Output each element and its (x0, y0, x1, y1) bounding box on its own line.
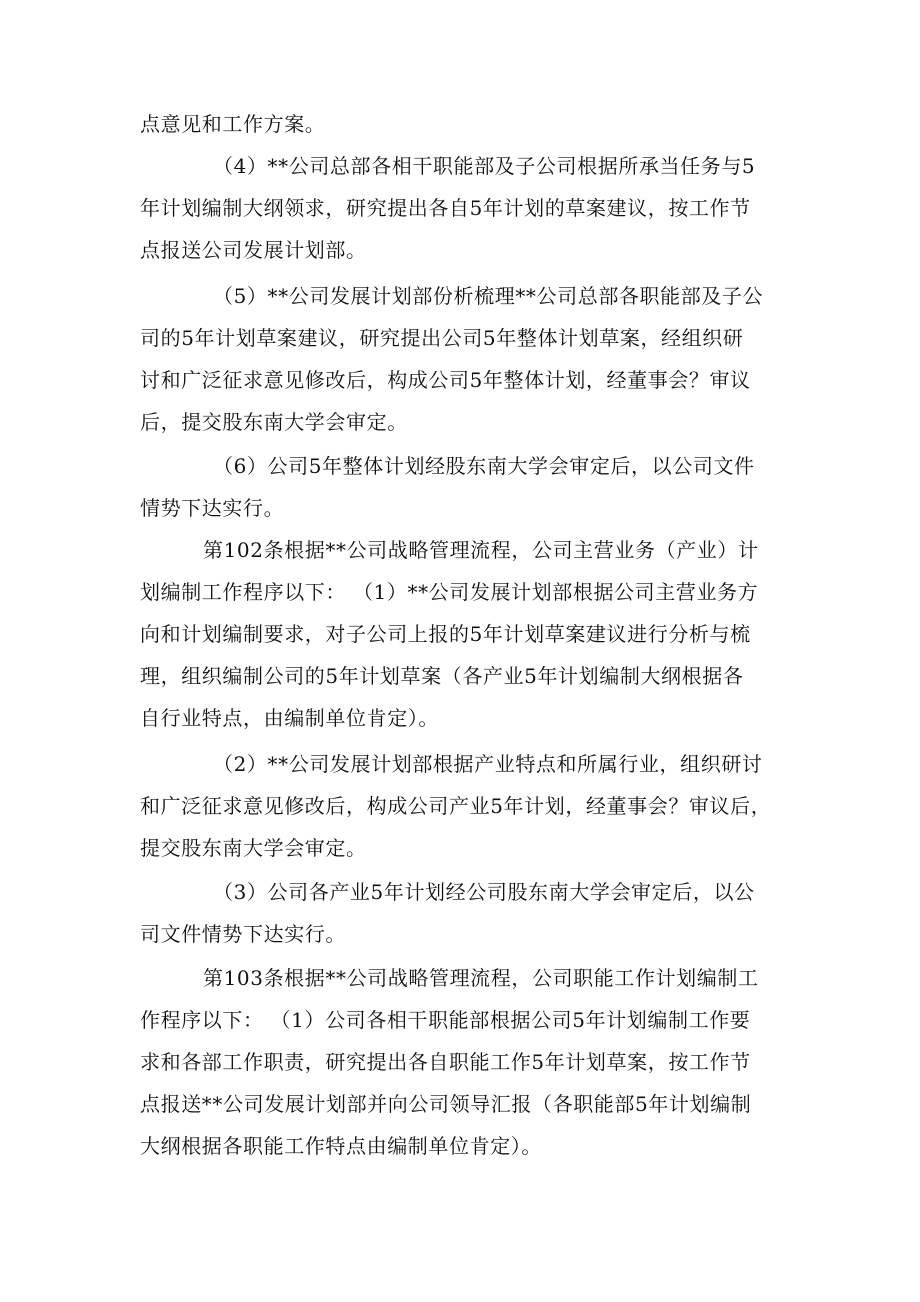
text-line: （6）公司5年整体计划经股东南大学会审定后，以公司文件 (213, 454, 755, 478)
text-line: 后，提交股东南大学会审定。 (140, 410, 408, 434)
text-line: 和广泛征求意见修改后，构成公司产业5年计划，经董事会？审议后， (140, 794, 772, 818)
text-line: 第103条根据**公司战略管理流程，公司职能工作计划编制工 (203, 966, 759, 990)
text-line: 情势下达实行。 (140, 496, 285, 520)
text-line: 点报送**公司发展计划部并向公司领导汇报（各职能部5年计划编制 (140, 1092, 752, 1116)
text-line: 讨和广泛征求意见修改后，构成公司5年整体计划，经董事会？审议 (140, 368, 751, 392)
text-line: （5）**公司发展计划部份析梳理**公司总部各职能部及子公 (213, 284, 764, 308)
text-line: 划编制工作程序以下： （1）**公司发展计划部根据公司主营业务方 (140, 580, 759, 604)
text-line: 提交股东南大学会审定。 (140, 836, 367, 860)
text-line: 年计划编制大纲领求，研究提出各自5年计划的草案建议，按工作节 (140, 196, 751, 220)
text-line: 点意见和工作方案。 (140, 112, 326, 136)
text-line: 自行业特点，由编制单位肯定）。 (140, 706, 439, 730)
text-line: （3）公司各产业5年计划经公司股东南大学会审定后，以公 (213, 880, 755, 904)
text-line: 司文件情势下达实行。 (140, 922, 346, 946)
text-line: 司的5年计划草案建议，研究提出公司5年整体计划草案，经组织研 (140, 326, 744, 350)
text-line: 向和计划编制要求，对子公司上报的5年计划草案建议进行分析与梳 (140, 622, 751, 646)
text-line: 求和各部工作职责，研究提出各自职能工作5年计划草案，按工作节 (140, 1050, 751, 1074)
text-line: 大纲根据各职能工作特点由编制单位肯定）。 (140, 1134, 542, 1158)
text-line: 第102条根据**公司战略管理流程，公司主营业务（产业）计 (203, 538, 759, 562)
text-line: （2）**公司发展计划部根据产业特点和所属行业，组织研讨 (213, 752, 763, 776)
text-line: 点报送公司发展计划部。 (140, 238, 367, 262)
text-line: （4）**公司总部各相干职能部及子公司根据所承当任务与5 (213, 154, 756, 178)
text-line: 理，组织编制公司的5年计划草案（各产业5年计划编制大纲根据各 (140, 664, 744, 688)
text-line: 作程序以下： （1）公司各相干职能部根据公司5年计划编制工作要 (140, 1008, 751, 1032)
